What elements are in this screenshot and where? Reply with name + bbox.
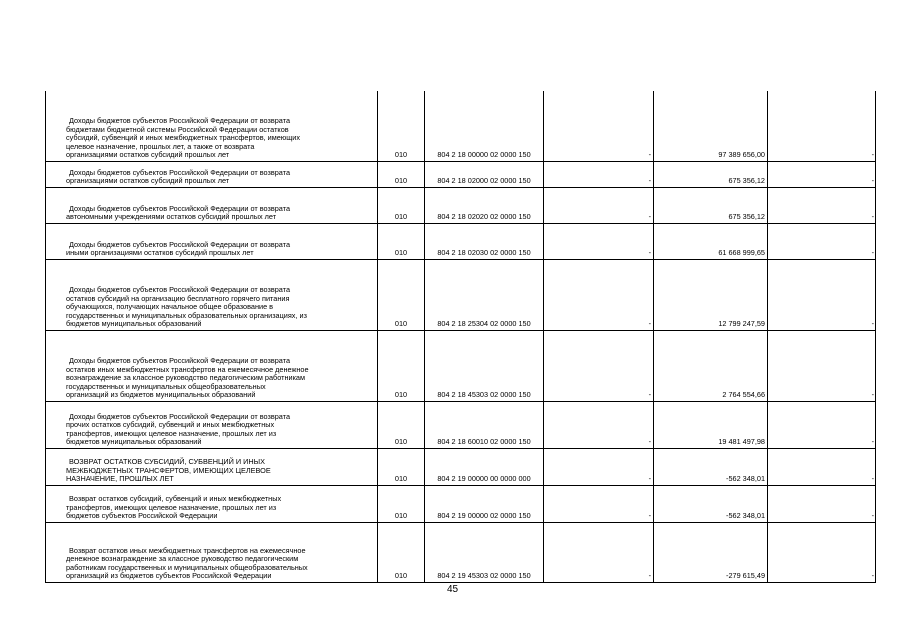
executed-amount-cell: -279 615,49 xyxy=(654,523,768,583)
unexecuted-amount-cell: - xyxy=(768,523,876,583)
table-body xyxy=(46,91,876,583)
line-code-cell: 010 xyxy=(378,224,425,260)
revenue-name-line: бюджетов муниципальных образований xyxy=(66,437,202,447)
approved-amount-cell: - xyxy=(544,224,654,260)
revenue-name-line: Возврат остатков субсидий, субвенций и иных межбюджетных xyxy=(69,494,282,504)
revenue-name-line: автономными учреждениями остатков субсидий прошлых лет xyxy=(66,212,277,222)
revenue-name-cell xyxy=(46,162,378,188)
unexecuted-amount-cell: - xyxy=(768,449,876,486)
revenue-name-line: организациями остатков субсидий прошлых лет xyxy=(66,176,230,186)
approved-amount-cell: - xyxy=(544,260,654,331)
budget-classification-code-cell: 804 2 19 45303 02 0000 150 xyxy=(425,523,544,583)
executed-amount-cell: 97 389 656,00 xyxy=(654,91,768,162)
unexecuted-amount-cell: - xyxy=(768,402,876,449)
line-code-cell: 010 xyxy=(378,162,425,188)
executed-amount-cell: 675 356,12 xyxy=(654,162,768,188)
line-code-cell: 010 xyxy=(378,523,425,583)
line-code-cell: 010 xyxy=(378,449,425,486)
table-row xyxy=(46,188,876,224)
executed-amount-cell: 675 356,12 xyxy=(654,188,768,224)
line-code-cell: 010 xyxy=(378,188,425,224)
budget-classification-code-cell: 804 2 18 45303 02 0000 150 xyxy=(425,331,544,402)
revenue-name-cell xyxy=(46,260,378,331)
revenue-name-line: организаций из бюджетов субъектов Российской Федерации xyxy=(66,571,272,581)
approved-amount-cell: - xyxy=(544,449,654,486)
revenue-name-line: государственных и муниципальных общеобразовательных xyxy=(66,381,266,391)
table-row xyxy=(46,331,876,402)
approved-amount-cell: - xyxy=(544,331,654,402)
revenue-name-cell xyxy=(46,331,378,402)
revenue-name-line: обучающихся, получающих начальное общее образование в xyxy=(66,302,274,312)
approved-amount-cell: - xyxy=(544,162,654,188)
approved-amount-cell: - xyxy=(544,402,654,449)
unexecuted-amount-cell: - xyxy=(768,91,876,162)
budget-classification-code-cell: 804 2 18 00000 02 0000 150 xyxy=(425,91,544,162)
revenue-name-line: работникам государственных и муниципальных общеобразовательных xyxy=(66,562,308,572)
budget-classification-code-cell: 804 2 18 60010 02 0000 150 xyxy=(425,402,544,449)
revenue-name-cell xyxy=(46,486,378,523)
executed-amount-cell: 2 764 554,66 xyxy=(654,331,768,402)
revenue-name-line: организаций из бюджетов муниципальных образований xyxy=(66,390,256,400)
revenue-name-line: прочих остатков субсидий, субвенций и иных межбюджетных xyxy=(66,420,275,430)
line-code-cell: 010 xyxy=(378,91,425,162)
executed-amount-cell: -562 348,01 xyxy=(654,486,768,523)
table-row xyxy=(46,224,876,260)
revenue-name-line: Доходы бюджетов субъектов Российской Федерации от возврата xyxy=(69,285,291,295)
unexecuted-amount-cell: - xyxy=(768,260,876,331)
revenue-name-line: бюджетов субъектов Российской Федерации xyxy=(66,511,218,521)
revenue-name-line: бюджетов муниципальных образований xyxy=(66,319,202,329)
revenue-name-line: субсидий, субвенций и иных межбюджетных трансфертов, имеющих xyxy=(66,133,300,143)
revenue-name-line: организациями остатков субсидий прошлых лет xyxy=(66,150,230,160)
page-number: 45 xyxy=(446,584,459,595)
revenue-name-line: Доходы бюджетов субъектов Российской Федерации от возврата xyxy=(69,116,291,126)
approved-amount-cell: - xyxy=(544,523,654,583)
budget-classification-code-cell: 804 2 19 00000 00 0000 000 xyxy=(425,449,544,486)
revenue-name-cell xyxy=(46,523,378,583)
revenue-name-line: бюджетами бюджетной системы Российской Федерации остатков xyxy=(66,124,289,134)
unexecuted-amount-cell: - xyxy=(768,224,876,260)
approved-amount-cell: - xyxy=(544,91,654,162)
unexecuted-amount-cell: - xyxy=(768,162,876,188)
line-code-cell: 010 xyxy=(378,331,425,402)
revenue-name-line: Возврат остатков иных межбюджетных трансфертов на ежемесячное xyxy=(69,545,306,555)
unexecuted-amount-cell: - xyxy=(768,188,876,224)
revenue-name-line: вознаграждение за классное руководство педагогическим работникам xyxy=(66,373,305,383)
revenue-name-line: Доходы бюджетов субъектов Российской Федерации от возврата xyxy=(69,167,291,177)
table-row xyxy=(46,402,876,449)
revenue-name-line: Доходы бюджетов субъектов Российской Федерации от возврата xyxy=(69,239,291,249)
revenue-name-line: денежное вознаграждение за классное руководство педагогическим xyxy=(66,554,299,564)
revenue-name-line: целевое назначение, прошлых лет, а также от возврата xyxy=(66,141,255,151)
revenue-name-line: МЕЖБЮДЖЕТНЫХ ТРАНСФЕРТОВ, ИМЕЮЩИХ ЦЕЛЕВОЕ xyxy=(66,465,271,475)
executed-amount-cell: -562 348,01 xyxy=(654,449,768,486)
revenue-name-line: ВОЗВРАТ ОСТАТКОВ СУБСИДИЙ, СУБВЕНЦИЙ И ИНЫХ xyxy=(69,457,265,467)
table-row xyxy=(46,486,876,523)
unexecuted-amount-cell: - xyxy=(768,486,876,523)
revenue-name-line: Доходы бюджетов субъектов Российской Федерации от возврата xyxy=(69,411,291,421)
table-row xyxy=(46,260,876,331)
executed-amount-cell: 19 481 497,98 xyxy=(654,402,768,449)
budget-classification-code-cell: 804 2 18 02000 02 0000 150 xyxy=(425,162,544,188)
revenue-name-line: иными организациями остатков субсидий прошлых лет xyxy=(66,248,254,258)
table-row xyxy=(46,449,876,486)
table-row xyxy=(46,162,876,188)
revenue-name-line: государственных и муниципальных образовательных организациях, из xyxy=(66,310,307,320)
budget-classification-code-cell: 804 2 19 00000 02 0000 150 xyxy=(425,486,544,523)
executed-amount-cell: 61 668 999,65 xyxy=(654,224,768,260)
revenue-name-line: трансфертов, имеющих целевое назначение, прошлых лет из xyxy=(66,428,277,438)
revenue-name-line: Доходы бюджетов субъектов Российской Федерации от возврата xyxy=(69,203,291,213)
approved-amount-cell: - xyxy=(544,486,654,523)
revenue-name-line: Доходы бюджетов субъектов Российской Федерации от возврата xyxy=(69,356,291,366)
approved-amount-cell: - xyxy=(544,188,654,224)
budget-classification-code-cell: 804 2 18 02020 02 0000 150 xyxy=(425,188,544,224)
budget-classification-code-cell: 804 2 18 25304 02 0000 150 xyxy=(425,260,544,331)
executed-amount-cell: 12 799 247,59 xyxy=(654,260,768,331)
budget-revenue-table xyxy=(45,91,876,583)
revenue-name-cell xyxy=(46,224,378,260)
revenue-name-cell xyxy=(46,402,378,449)
unexecuted-amount-cell: - xyxy=(768,331,876,402)
revenue-name-cell xyxy=(46,188,378,224)
revenue-name-line: трансфертов, имеющих целевое назначение, прошлых лет из xyxy=(66,502,277,512)
revenue-name-cell xyxy=(46,449,378,486)
revenue-name-line: НАЗНАЧЕНИЕ, ПРОШЛЫХ ЛЕТ xyxy=(66,474,174,484)
line-code-cell: 010 xyxy=(378,260,425,331)
table-row xyxy=(46,523,876,583)
revenue-name-cell xyxy=(46,91,378,162)
table-row xyxy=(46,91,876,162)
line-code-cell: 010 xyxy=(378,402,425,449)
budget-classification-code-cell: 804 2 18 02030 02 0000 150 xyxy=(425,224,544,260)
revenue-name-line: остатков иных межбюджетных трансфертов на ежемесячное денежное xyxy=(66,364,309,374)
revenue-name-line: остатков субсидий на организацию бесплатного горячего питания xyxy=(66,293,290,303)
line-code-cell: 010 xyxy=(378,486,425,523)
